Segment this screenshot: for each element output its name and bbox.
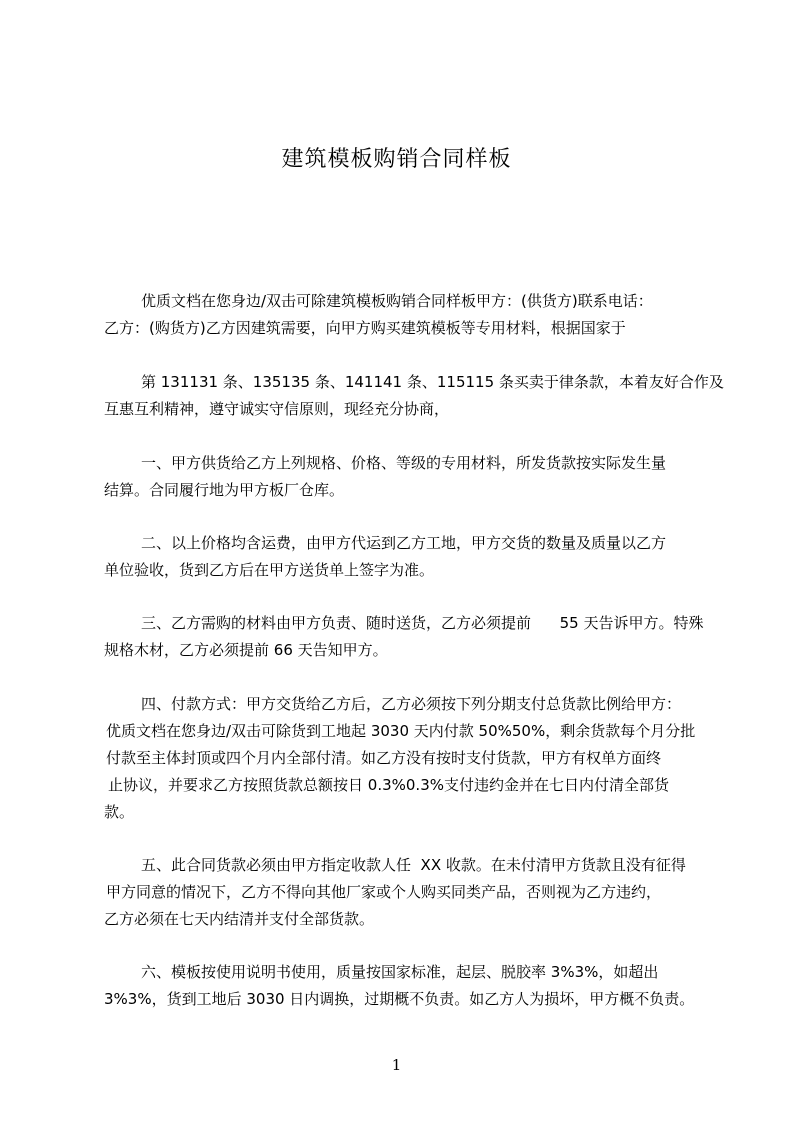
paragraph-line: 三、乙方需购的材料由甲方负责、随时送货，乙方必须提前 55 天告诉甲方。特殊 [141,614,704,632]
paragraph-line: 结算。合同履行地为甲方板厂仓库。 [104,481,345,499]
paragraph-line: 付款至主体封顶或四个月内全部付清。如乙方没有按时支付货款，甲方有权单方面终 [106,749,662,767]
paragraph-line: 甲方同意的情况下，乙方不得向其他厂家或个人购买同类产品，否则视为乙方违约， [106,883,662,901]
paragraph-line: 乙方：(购货方)乙方因建筑需要，向甲方购买建筑模板等专用材料，根据国家于 [104,319,626,337]
paragraph-line: 优质文档在您身边/双击可除货到工地起 3030 天内付款 50%50%，剩余货款每个月分批 [106,722,696,740]
document-title: 建筑模板购销合同样板 [281,147,512,172]
paragraph-line: 五、此合同货款必须由甲方指定收款人任 XX 收款。在未付清甲方货款且没有征得 [141,856,686,874]
paragraph-line: 一、甲方供货给乙方上列规格、价格、等级的专用材料，所发货款按实际发生量 [141,454,667,472]
page-number: 1 [391,1056,402,1074]
paragraph-line: 优质文档在您身边/双击可除建筑模板购销合同样板甲方：(供货方)联系电话： [141,292,653,310]
paragraph-line: 第 131131 条、135135 条、141141 条、115115 条买卖于律条款，本着友好合作及 [141,373,724,391]
paragraph-line: 款。 [104,803,135,821]
paragraph-line: 止协议，并要求乙方按照货款总额按日 0.3%0.3%支付违约金并在七日内付清全部货 [108,776,669,794]
paragraph-line: 3%3%，货到工地后 3030 日内调换，过期概不负责。如乙方人为损坏，甲方概不负责。 [104,990,695,1008]
paragraph-line: 规格木材，乙方必须提前 66 天告知甲方。 [104,641,388,659]
paragraph-line: 四、付款方式：甲方交货给乙方后，乙方必须按下列分期支付总货款比例给甲方： [141,695,682,713]
paragraph-line: 单位验收，货到乙方后在甲方送货单上签字为准。 [104,561,435,579]
paragraph-line: 六、模板按使用说明书使用，质量按国家标准，起层、脱胶率 3%3%，如超出 [141,963,659,981]
paragraph-line: 乙方必须在七天内结清并支付全部货款。 [104,910,375,928]
paragraph-line: 二、以上价格均含运费，由甲方代运到乙方工地，甲方交货的数量及质量以乙方 [141,534,667,552]
paragraph-line: 互惠互利精神，遵守诚实守信原则，现经充分协商， [104,400,450,418]
